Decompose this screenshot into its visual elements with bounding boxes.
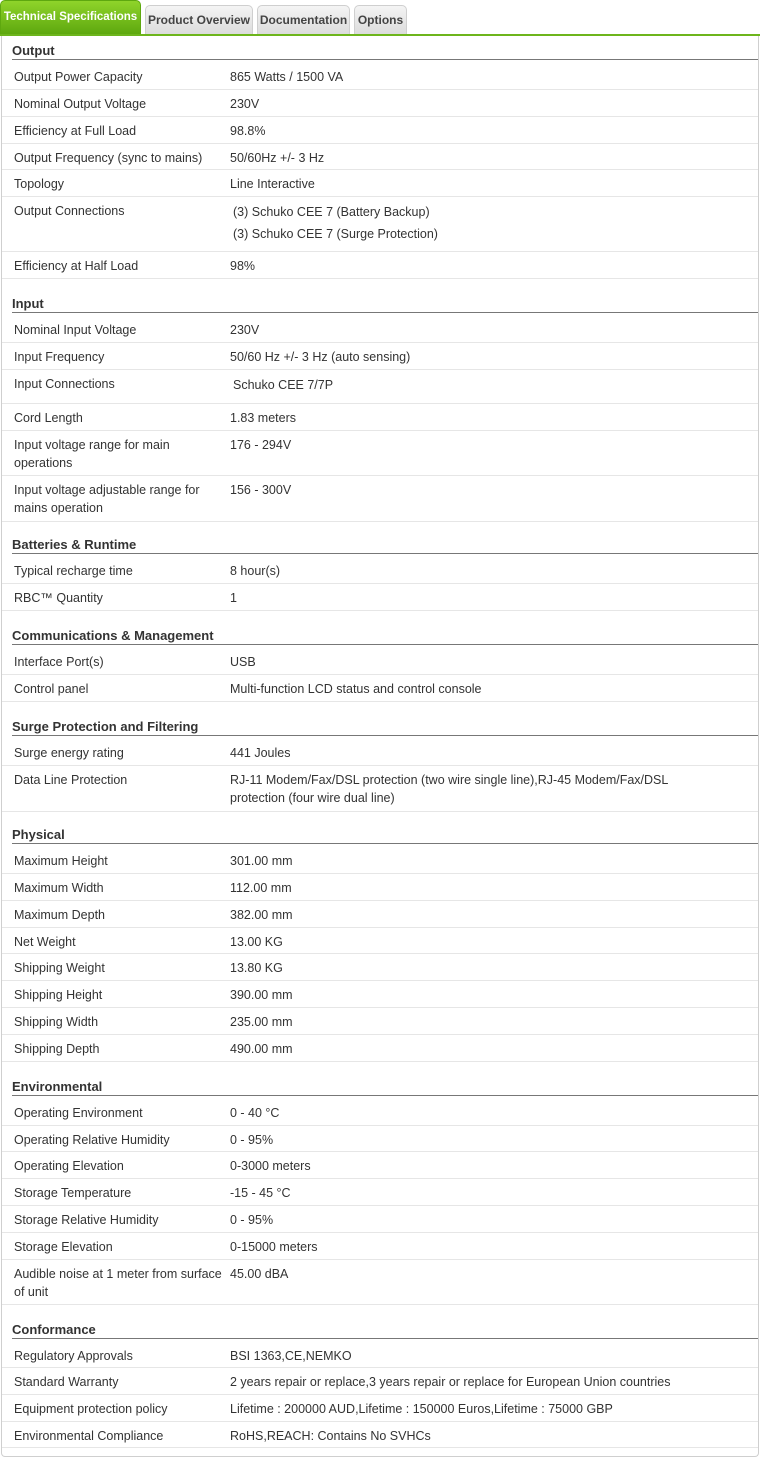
spec-value-list [233, 201, 703, 245]
spec-row [2, 316, 758, 343]
spec-value: -15 - 45 °C [230, 1186, 291, 1200]
spec-value: 490.00 mm [230, 1042, 293, 1056]
tab-documentation[interactable]: Documentation [257, 5, 350, 34]
spec-row [2, 1206, 758, 1233]
spec-label: Nominal Output Voltage [14, 97, 147, 111]
spec-label: Shipping Height [14, 988, 103, 1002]
spec-label: Shipping Width [14, 1015, 99, 1029]
spec-label: Equipment protection policy [14, 1402, 168, 1416]
spec-label: Output Connections [14, 204, 125, 218]
spec-label: Operating Elevation [14, 1159, 124, 1173]
spec-label: Control panel [14, 682, 89, 696]
spec-row [2, 1035, 758, 1062]
spec-row [2, 144, 758, 170]
spec-value: 50/60Hz +/- 3 Hz [230, 151, 325, 165]
spec-label: Standard Warranty [14, 1375, 119, 1389]
spec-row [2, 252, 758, 279]
spec-value: 13.80 KG [230, 961, 283, 975]
spec-row [2, 584, 758, 611]
spec-value: 0 - 40 °C [230, 1106, 280, 1120]
spec-label: Regulatory Approvals [14, 1349, 133, 1363]
spec-row [2, 874, 758, 901]
spec-value: 0 - 95% [230, 1133, 274, 1147]
spec-row [2, 117, 758, 144]
spec-row [2, 476, 758, 522]
spec-label: Storage Temperature [14, 1186, 132, 1200]
spec-value: 50/60 Hz +/- 3 Hz (auto sensing) [230, 350, 411, 364]
tab-bar [0, 0, 762, 36]
spec-value: 865 Watts / 1500 VA [230, 70, 344, 84]
spec-row [2, 739, 758, 766]
spec-value: 235.00 mm [230, 1015, 293, 1029]
spec-row [2, 170, 758, 197]
spec-label: Storage Elevation [14, 1240, 113, 1254]
spec-row [2, 675, 758, 702]
spec-value: USB [230, 655, 256, 669]
spec-value: 390.00 mm [230, 988, 293, 1002]
spec-label: Audible noise at 1 meter from surface of unit [14, 1267, 222, 1299]
spec-value: RJ-11 Modem/Fax/DSL protection (two wire single line),RJ-45 Modem/Fax/DSL protection (four wire dual line) [230, 773, 668, 805]
spec-label: Operating Environment [14, 1106, 143, 1120]
specifications-panel [1, 36, 759, 1457]
spec-label: Efficiency at Full Load [14, 124, 137, 138]
spec-label: Environmental Compliance [14, 1429, 164, 1443]
spec-row [2, 847, 758, 874]
section-title-conformance: Conformance [12, 1317, 758, 1339]
tab-options[interactable]: Options [354, 5, 407, 34]
spec-value-list [233, 374, 703, 396]
spec-value: 301.00 mm [230, 854, 293, 868]
spec-row [2, 954, 758, 981]
section-title-communications-management: Communications & Management [12, 623, 758, 645]
spec-label: Efficiency at Half Load [14, 259, 139, 273]
section-title-surge-protection-and-filtering: Surge Protection and Filtering [12, 714, 758, 736]
spec-value: 230V [230, 323, 260, 337]
spec-row [2, 1233, 758, 1260]
spec-value-line: Schuko CEE 7/7P [233, 378, 334, 392]
spec-row [2, 431, 758, 476]
spec-value: 0 - 95% [230, 1213, 274, 1227]
spec-value: 230V [230, 97, 260, 111]
spec-row [2, 370, 758, 404]
section-title-environmental: Environmental [12, 1074, 758, 1096]
spec-row [2, 901, 758, 928]
spec-row [2, 1260, 758, 1305]
spec-value: 0-3000 meters [230, 1159, 311, 1173]
spec-value: 45.00 dBA [230, 1267, 289, 1281]
spec-value: BSI 1363,CE,NEMKO [230, 1349, 352, 1363]
spec-row [2, 1368, 758, 1395]
spec-row [2, 981, 758, 1008]
spec-label: Output Power Capacity [14, 70, 143, 84]
spec-row [2, 1152, 758, 1179]
spec-row [2, 343, 758, 370]
spec-label: Operating Relative Humidity [14, 1133, 170, 1147]
spec-row [2, 648, 758, 675]
spec-label: Surge energy rating [14, 746, 124, 760]
spec-value: 0-15000 meters [230, 1240, 318, 1254]
spec-value: 1.83 meters [230, 411, 297, 425]
spec-label: Interface Port(s) [14, 655, 104, 669]
spec-row [2, 766, 758, 812]
spec-label: Data Line Protection [14, 773, 128, 787]
spec-label: Topology [14, 177, 65, 191]
spec-value: Line Interactive [230, 177, 315, 191]
spec-label: Cord Length [14, 411, 83, 425]
spec-value: Lifetime : 200000 AUD,Lifetime : 150000 Euros,Lifetime : 75000 GBP [230, 1402, 613, 1416]
spec-value-line: (3) Schuko CEE 7 (Battery Backup) [233, 205, 430, 219]
spec-row [2, 928, 758, 954]
spec-value: 2 years repair or replace,3 years repair or replace for European Union countries [230, 1375, 671, 1389]
spec-label: Input Connections [14, 377, 115, 391]
section-title-output: Output [12, 38, 758, 60]
spec-label: Shipping Weight [14, 961, 105, 975]
spec-value: 98.8% [230, 124, 266, 138]
spec-value: Multi-function LCD status and control console [230, 682, 482, 696]
spec-row [2, 1342, 758, 1368]
spec-label: Nominal Input Voltage [14, 323, 137, 337]
spec-row [2, 1179, 758, 1206]
spec-label: Typical recharge time [14, 564, 133, 578]
spec-label: Maximum Width [14, 881, 104, 895]
spec-value: 8 hour(s) [230, 564, 281, 578]
spec-value: 1 [230, 591, 237, 605]
spec-label: Maximum Depth [14, 908, 105, 922]
spec-value: 441 Joules [230, 746, 291, 760]
tab-product-overview[interactable]: Product Overview [145, 5, 253, 34]
section-title-physical: Physical [12, 822, 758, 844]
spec-label: Storage Relative Humidity [14, 1213, 159, 1227]
spec-label: Net Weight [14, 935, 76, 949]
spec-row [2, 557, 758, 584]
spec-label: RBC™ Quantity [14, 591, 103, 605]
spec-value: 176 - 294V [230, 438, 292, 452]
spec-row [2, 63, 758, 90]
spec-row [2, 197, 758, 252]
tab-technical-specifications[interactable]: Technical Specifications [0, 0, 141, 34]
spec-value: 13.00 KG [230, 935, 283, 949]
spec-value: RoHS,REACH: Contains No SVHCs [230, 1429, 431, 1443]
spec-value: 156 - 300V [230, 483, 292, 497]
spec-label: Output Frequency (sync to mains) [14, 151, 203, 165]
spec-value: 98% [230, 259, 256, 273]
spec-value: 112.00 mm [230, 881, 292, 895]
spec-row [2, 1008, 758, 1035]
spec-label: Maximum Height [14, 854, 108, 868]
spec-row [2, 404, 758, 431]
spec-label: Input Frequency [14, 350, 105, 364]
section-title-input: Input [12, 291, 758, 313]
spec-row [2, 1395, 758, 1422]
spec-row [2, 1099, 758, 1126]
section-title-batteries-runtime: Batteries & Runtime [12, 532, 758, 554]
spec-label: Input voltage range for main operations [14, 438, 170, 470]
spec-label: Shipping Depth [14, 1042, 100, 1056]
spec-row [2, 1126, 758, 1152]
spec-value-line: (3) Schuko CEE 7 (Surge Protection) [233, 227, 438, 241]
spec-label: Input voltage adjustable range for mains operation [14, 483, 200, 515]
spec-value: 382.00 mm [230, 908, 293, 922]
spec-row [2, 1422, 758, 1448]
spec-row [2, 90, 758, 117]
